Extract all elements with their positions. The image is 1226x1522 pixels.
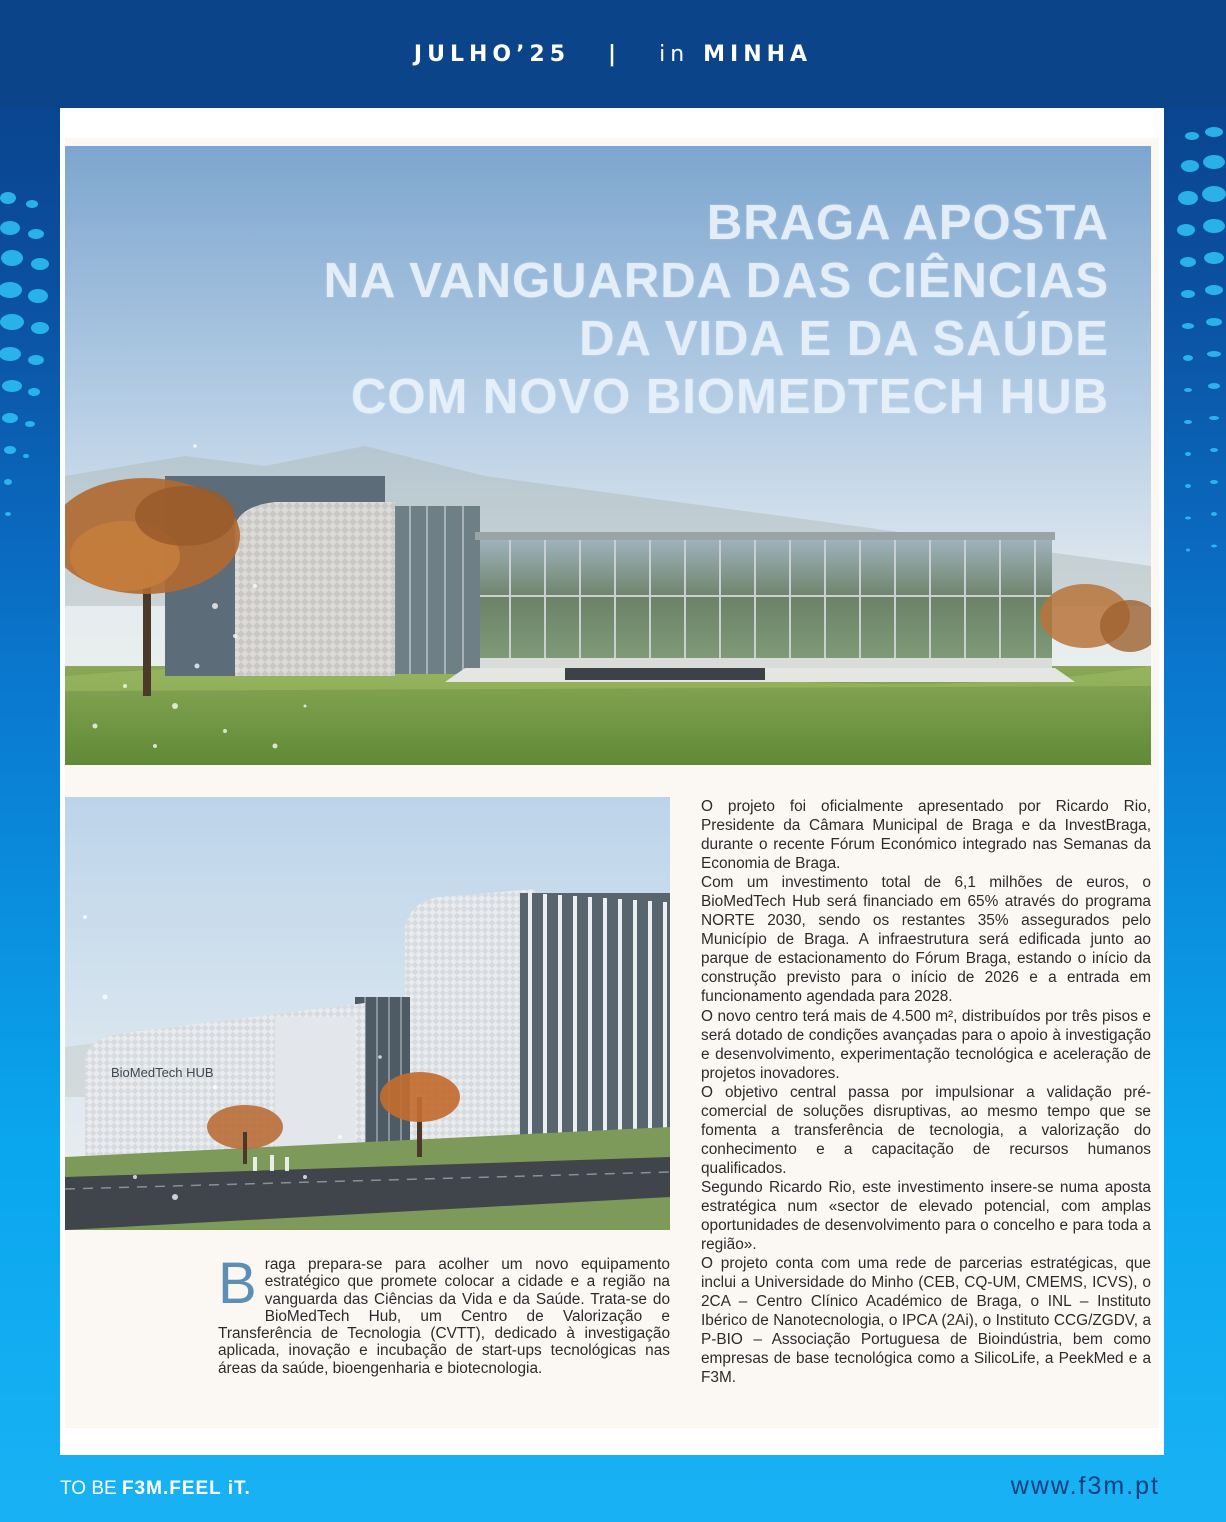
body-paragraph-1: O projeto foi oficialmente apresentado por Ricardo Rio, Presidente da Câmara Municipal de Braga e da InvestBraga, durante o recente Fórum Económico integrado nas Semanas da Economia de Braga. xyxy=(701,798,1151,873)
article-body-column xyxy=(701,797,1151,1387)
headline-line-4: COM NOVO BIOMEDTECH HUB xyxy=(351,370,1109,424)
building-sign: BioMedTech HUB xyxy=(111,1065,214,1080)
building-photo xyxy=(65,797,670,1230)
halftone-dots-left xyxy=(0,108,60,1458)
body-paragraph-3: O novo centro terá mais de 4.500 m², distribuídos por três pisos e será dotado de condições avançadas para o apoio à investigação e desenvolvimento, experimentação tecnológica e aceleração de projetos inovadores. xyxy=(701,1007,1151,1082)
body-paragraph-6: O projeto conta com uma rede de parcerias estratégicas, que inclui a Universidade do Minho (CEB, CQ-UM, CMEMS, ICVS), o 2CA – Centro Clínico Académico de Braga, o INL – Instituto Ibérico de Nanotecnologia, o IPCA (2Ai), o Instituto CCG/ZGDV, a P-BIO – Associação Portuguesa de Bioindústria, bem como empresas de base tecnológica como a SilicoLife, a PeekMed e a F3M. xyxy=(701,1255,1151,1387)
lead-paragraph-text: raga prepara-se para acolher um novo equipamento estratégico que promete colocar a cidade e a região na vanguarda das Ciências da Vida e da Saúde. Trata-se do BioMedTech Hub, um Centro de Valorização e Transferência de Tecnologia (CVTT), dedicado à investigação aplicada, inovação e incubação de start-ups tecnológicas nas áreas da saúde, bioengenharia e biotecnologia. xyxy=(218,1256,670,1377)
lead-paragraph xyxy=(218,1251,670,1377)
footer-tagline xyxy=(60,1478,251,1500)
halftone-dots-right xyxy=(1164,108,1226,1458)
headline-line-3: DA VIDA E DA SAÚDE xyxy=(579,312,1109,366)
tagline-prefix: TO BE xyxy=(60,1478,117,1499)
drop-cap: B xyxy=(218,1251,257,1316)
article-headline xyxy=(324,194,1109,426)
issue-date: JULHO’25 xyxy=(413,41,571,67)
header-separator: | xyxy=(608,41,622,67)
body-paragraph-4: O objetivo central passa por impulsionar a validação pré-comercial de soluções disruptivas, ao mesmo tempo que se fomenta a transferência de tecnologia, a valorização do conhecimento e a capacitação de recursos humanos qualificados. xyxy=(701,1083,1151,1177)
headline-line-1: BRAGA APOSTA xyxy=(706,196,1109,250)
magazine-name: MINHA xyxy=(703,41,813,67)
tagline-brand: F3M.FEEL iT. xyxy=(121,1478,251,1499)
footer-url[interactable]: www.f3m.pt xyxy=(1010,1472,1160,1500)
building-illustration xyxy=(65,797,670,1230)
body-paragraph-5: Segundo Ricardo Rio, este investimento insere-se numa aposta estratégica num «sector de elevado potencial, com amplas oportunidades de desenvolvimento para o concelho e para toda a região». xyxy=(701,1178,1151,1254)
magazine-header xyxy=(0,0,1226,108)
headline-line-2: NA VANGUARDA DAS CIÊNCIAS xyxy=(323,254,1109,308)
hero-image xyxy=(65,146,1151,765)
header-prefix: in xyxy=(659,41,690,67)
body-paragraph-2: Com um investimento total de 6,1 milhões de euros, o BioMedTech Hub será financiado em 65% através do programa NORTE 2030, sendo os restantes 35% assegurados pelo Município de Braga. A infraestrutura será edificada junto ao parque de estacionamento do Fórum Braga, estando o início da construção previsto para o início de 2026 e a entrada em funcionamento agendada para 2028. xyxy=(701,874,1151,1006)
